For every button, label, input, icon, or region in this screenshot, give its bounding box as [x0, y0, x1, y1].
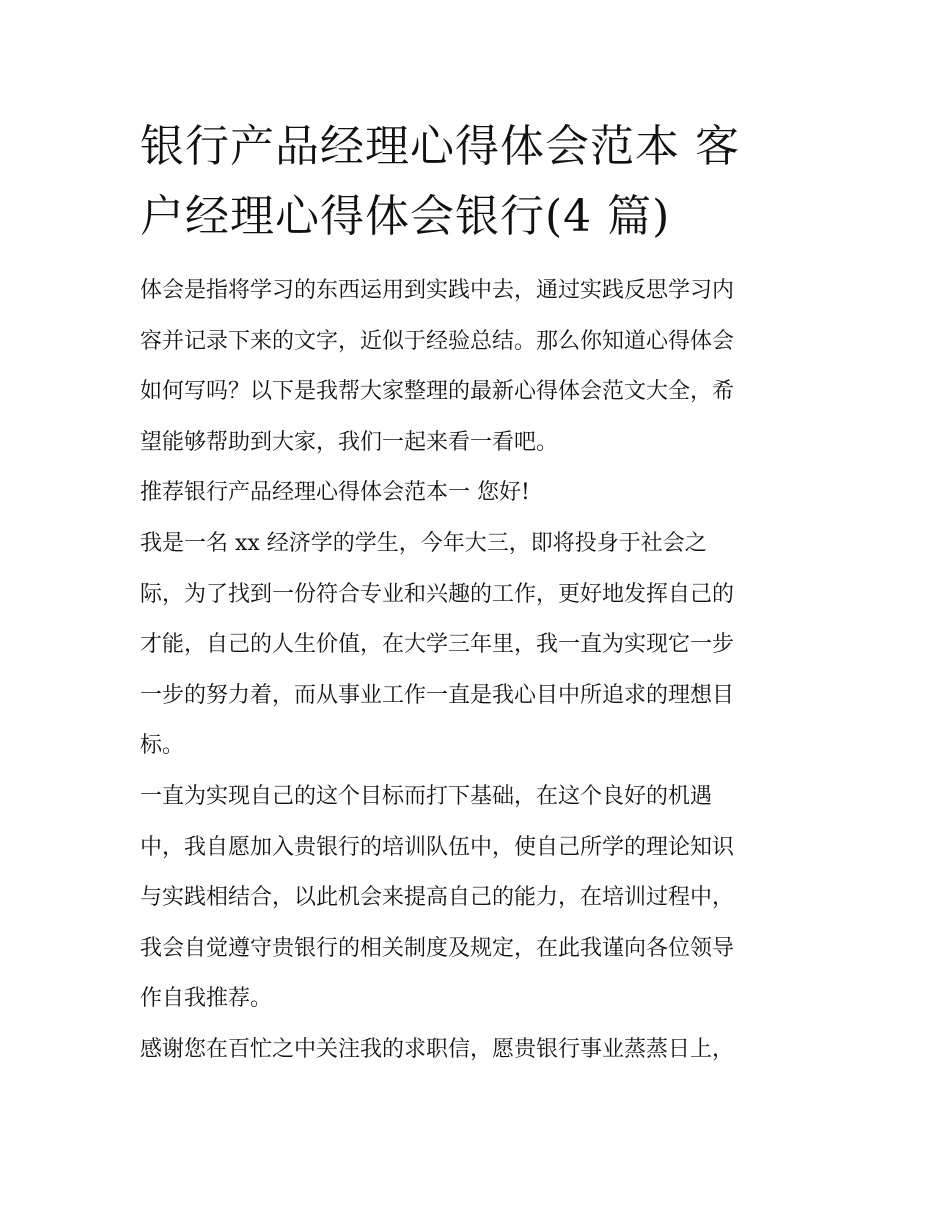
paragraph-line: 际，为了找到一份符合专业和兴趣的工作，更好地发挥自己的 — [140, 581, 735, 607]
paragraph-thanks — [140, 1025, 812, 1076]
document-body — [140, 112, 812, 1076]
paragraph-line: 作自我推荐。 — [140, 986, 273, 1012]
paragraph-line: 我会自觉遵守贵银行的相关制度及规定，在此我谨向各位领导 — [140, 935, 735, 961]
paragraph-line: 与实践相结合，以此机会来提高自己的能力，在培训过程中， — [140, 885, 735, 911]
title-line: 户经理心得体会银行(4 篇) — [140, 191, 671, 242]
paragraph-heading — [140, 468, 812, 519]
paragraph-line: 感谢您在百忙之中关注我的求职信，愿贵银行事业蒸蒸日上， — [140, 1036, 735, 1062]
paragraph-line: 推荐银行产品经理心得体会范本一 您好! — [140, 480, 530, 506]
paragraph-goal — [140, 772, 812, 1025]
document-title — [140, 112, 812, 252]
paragraph-self-intro — [140, 519, 812, 772]
paragraph-line: 容并记录下来的文字，近似于经验总结。那么你知道心得体会 — [140, 328, 735, 354]
paragraph-line: 体会是指将学习的东西运用到实践中去，通过实践反思学习内 — [140, 278, 735, 303]
paragraph-line: 中，我自愿加入贵银行的培训队伍中，使自己所学的理论知识 — [140, 834, 735, 860]
paragraph-line: 才能，自己的人生价值，在大学三年里，我一直为实现它一步 — [140, 632, 735, 658]
paragraph-line: 一直为实现自己的这个目标而打下基础，在这个良好的机遇 — [140, 783, 713, 809]
paragraph-intro — [140, 266, 812, 468]
paragraph-line: 标。 — [140, 733, 185, 759]
paragraph-line: 如何写吗？以下是我帮大家整理的最新心得体会范文大全，希 — [140, 379, 735, 405]
paragraph-line: 望能够帮助到大家，我们一起来看一看吧。 — [140, 429, 559, 455]
title-line: 银行产品经理心得体会范本 客 — [140, 121, 740, 172]
paragraph-line: 我是一名 xx 经济学的学生，今年大三，即将投身于社会之 — [140, 530, 707, 556]
paragraph-line: 一步的努力着，而从事业工作一直是我心目中所追求的理想目 — [140, 682, 735, 708]
